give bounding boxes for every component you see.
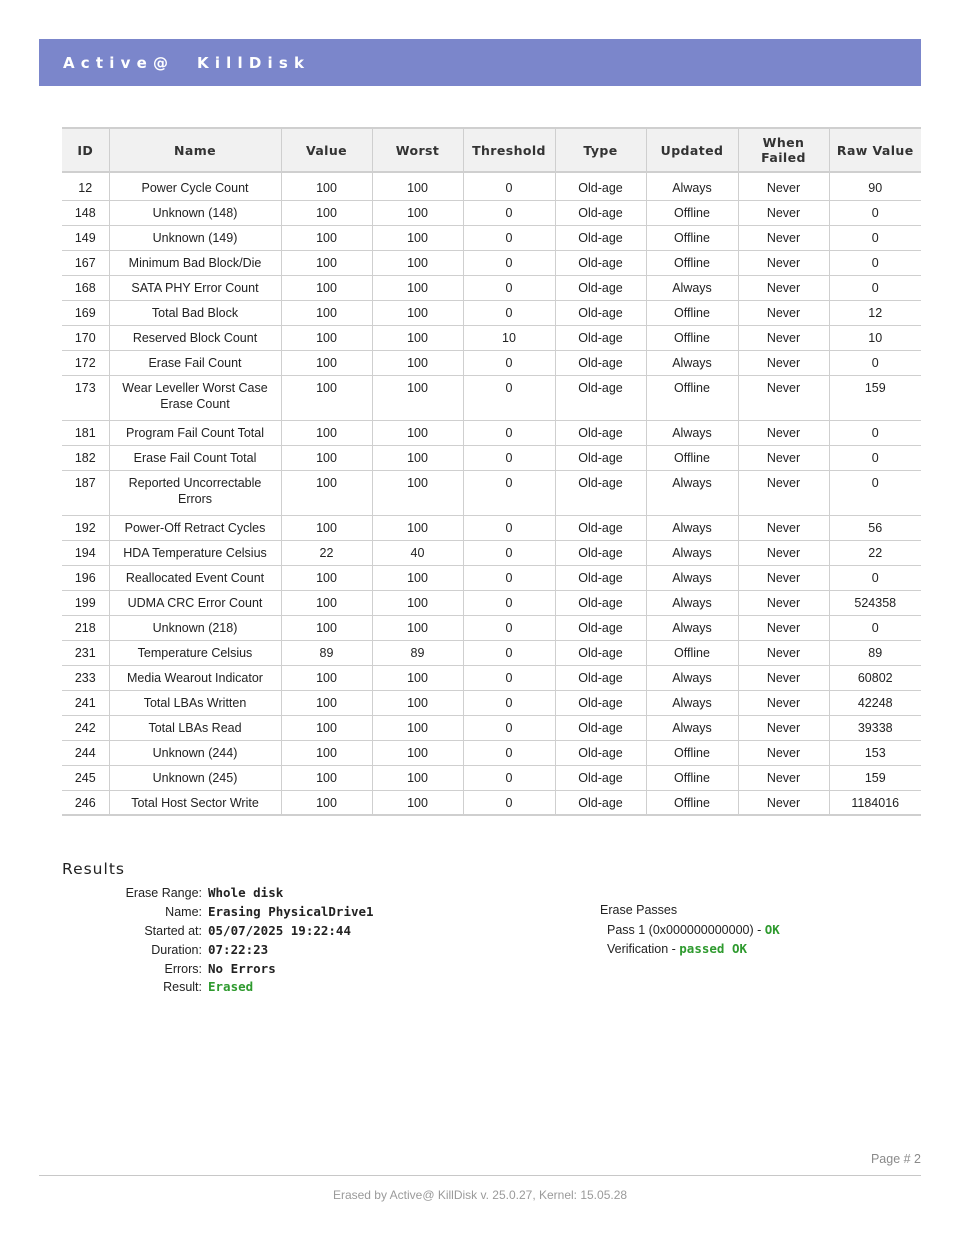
type-cell: Old-age — [555, 325, 646, 350]
type-cell: Old-age — [555, 540, 646, 565]
updated-cell: Offline — [646, 740, 738, 765]
value-cell: 100 — [281, 250, 372, 275]
name-cell: Power-Off Retract Cycles — [109, 515, 281, 540]
name-cell: Unknown (148) — [109, 200, 281, 225]
when-failed-cell: Never — [738, 350, 829, 375]
result-label: Duration: — [151, 943, 202, 957]
worst-cell: 100 — [372, 790, 463, 815]
id-cell: 170 — [62, 325, 109, 350]
name-cell: Erase Fail Count — [109, 350, 281, 375]
result-value: Erased — [208, 979, 254, 994]
updated-cell: Offline — [646, 640, 738, 665]
updated-cell: Always — [646, 590, 738, 615]
smart-attributes-table — [62, 127, 921, 816]
worst-cell: 100 — [372, 715, 463, 740]
type-cell: Old-age — [555, 250, 646, 275]
raw-value-cell: 39338 — [829, 715, 921, 740]
updated-cell: Always — [646, 515, 738, 540]
threshold-cell: 0 — [463, 375, 555, 420]
worst-cell: 100 — [372, 420, 463, 445]
value-cell: 100 — [281, 590, 372, 615]
threshold-cell: 0 — [463, 715, 555, 740]
type-cell: Old-age — [555, 515, 646, 540]
raw-value-cell: 60802 — [829, 665, 921, 690]
type-cell: Old-age — [555, 590, 646, 615]
when-failed-cell: Never — [738, 325, 829, 350]
id-cell: 181 — [62, 420, 109, 445]
updated-cell: Offline — [646, 790, 738, 815]
type-cell: Old-age — [555, 640, 646, 665]
worst-cell: 100 — [372, 172, 463, 200]
name-cell: HDA Temperature Celsius — [109, 540, 281, 565]
table-row — [62, 690, 921, 715]
id-cell: 173 — [62, 375, 109, 420]
type-cell: Old-age — [555, 275, 646, 300]
updated-cell: Offline — [646, 375, 738, 420]
type-cell: Old-age — [555, 665, 646, 690]
threshold-cell: 0 — [463, 640, 555, 665]
when-failed-cell: Never — [738, 640, 829, 665]
id-cell: 245 — [62, 765, 109, 790]
type-cell: Old-age — [555, 420, 646, 445]
type-cell: Old-age — [555, 565, 646, 590]
result-label: Errors: — [164, 962, 202, 976]
raw-value-cell: 12 — [829, 300, 921, 325]
raw-value-cell: 0 — [829, 350, 921, 375]
worst-cell: 100 — [372, 325, 463, 350]
when-failed-cell: Never — [738, 420, 829, 445]
worst-cell: 100 — [372, 615, 463, 640]
id-cell: 194 — [62, 540, 109, 565]
id-cell: 242 — [62, 715, 109, 740]
table-row — [62, 445, 921, 470]
threshold-cell: 0 — [463, 250, 555, 275]
raw-value-cell: 159 — [829, 765, 921, 790]
when-failed-cell: Never — [738, 515, 829, 540]
updated-cell: Offline — [646, 250, 738, 275]
result-value: Whole disk — [208, 885, 284, 900]
worst-cell: 100 — [372, 250, 463, 275]
name-cell: Program Fail Count Total — [109, 420, 281, 445]
table-row — [62, 420, 921, 445]
name-cell: Unknown (218) — [109, 615, 281, 640]
raw-value-cell: 0 — [829, 225, 921, 250]
column-header: Name — [109, 128, 281, 172]
type-cell: Old-age — [555, 445, 646, 470]
updated-cell: Always — [646, 540, 738, 565]
value-cell: 100 — [281, 420, 372, 445]
threshold-cell: 0 — [463, 790, 555, 815]
worst-cell: 100 — [372, 300, 463, 325]
worst-cell: 100 — [372, 590, 463, 615]
updated-cell: Offline — [646, 325, 738, 350]
value-cell: 100 — [281, 665, 372, 690]
worst-cell: 100 — [372, 690, 463, 715]
verification-text: Verification - — [607, 942, 676, 956]
worst-cell: 100 — [372, 765, 463, 790]
when-failed-cell: Never — [738, 375, 829, 420]
name-cell: Erase Fail Count Total — [109, 445, 281, 470]
threshold-cell: 0 — [463, 200, 555, 225]
table-row — [62, 790, 921, 815]
id-cell: 149 — [62, 225, 109, 250]
raw-value-cell: 0 — [829, 200, 921, 225]
raw-value-cell: 0 — [829, 445, 921, 470]
value-cell: 100 — [281, 790, 372, 815]
raw-value-cell: 0 — [829, 250, 921, 275]
threshold-cell: 0 — [463, 690, 555, 715]
id-cell: 182 — [62, 445, 109, 470]
raw-value-cell: 10 — [829, 325, 921, 350]
name-cell: Unknown (244) — [109, 740, 281, 765]
raw-value-cell: 159 — [829, 375, 921, 420]
column-header: Value — [281, 128, 372, 172]
updated-cell: Always — [646, 565, 738, 590]
pass-1-line — [607, 922, 780, 937]
table-row — [62, 615, 921, 640]
raw-value-cell: 89 — [829, 640, 921, 665]
threshold-cell: 0 — [463, 420, 555, 445]
type-cell: Old-age — [555, 350, 646, 375]
threshold-cell: 0 — [463, 350, 555, 375]
id-cell: 192 — [62, 515, 109, 540]
threshold-cell: 0 — [463, 615, 555, 640]
column-header: Raw Value — [829, 128, 921, 172]
type-cell: Old-age — [555, 375, 646, 420]
table-row — [62, 172, 921, 200]
table-row — [62, 325, 921, 350]
name-cell: Media Wearout Indicator — [109, 665, 281, 690]
type-cell: Old-age — [555, 765, 646, 790]
raw-value-cell: 42248 — [829, 690, 921, 715]
value-cell: 100 — [281, 470, 372, 515]
footer-text: Erased by Active@ KillDisk v. 25.0.27, Kernel: 15.05.28 — [332, 1188, 628, 1202]
updated-cell: Always — [646, 420, 738, 445]
table-row — [62, 470, 921, 515]
when-failed-cell: Never — [738, 225, 829, 250]
value-cell: 100 — [281, 445, 372, 470]
raw-value-cell: 90 — [829, 172, 921, 200]
result-label: Started at: — [144, 924, 202, 938]
pass-1-status: OK — [764, 922, 780, 937]
when-failed-cell: Never — [738, 445, 829, 470]
updated-cell: Always — [646, 615, 738, 640]
name-cell: Reported Uncorrectable Errors — [109, 470, 281, 515]
type-cell: Old-age — [555, 200, 646, 225]
id-cell: 169 — [62, 300, 109, 325]
raw-value-cell: 0 — [829, 470, 921, 515]
when-failed-cell: Never — [738, 740, 829, 765]
threshold-cell: 0 — [463, 515, 555, 540]
table-row — [62, 300, 921, 325]
value-cell: 100 — [281, 172, 372, 200]
result-row — [0, 884, 960, 902]
threshold-cell: 0 — [463, 665, 555, 690]
value-cell: 100 — [281, 515, 372, 540]
when-failed-cell: Never — [738, 470, 829, 515]
result-label: Name: — [165, 905, 202, 919]
threshold-cell: 0 — [463, 565, 555, 590]
type-cell: Old-age — [555, 225, 646, 250]
worst-cell: 100 — [372, 665, 463, 690]
when-failed-cell: Never — [738, 540, 829, 565]
table-row — [62, 665, 921, 690]
threshold-cell: 0 — [463, 445, 555, 470]
header-banner — [39, 39, 921, 86]
table-row — [62, 375, 921, 420]
id-cell: 218 — [62, 615, 109, 640]
threshold-cell: 0 — [463, 590, 555, 615]
raw-value-cell: 0 — [829, 615, 921, 640]
column-header: Threshold — [463, 128, 555, 172]
id-cell: 199 — [62, 590, 109, 615]
table-row — [62, 640, 921, 665]
type-cell: Old-age — [555, 715, 646, 740]
result-label: Erase Range: — [125, 886, 202, 900]
type-cell: Old-age — [555, 172, 646, 200]
result-row — [0, 922, 960, 940]
updated-cell: Always — [646, 172, 738, 200]
table-row — [62, 225, 921, 250]
when-failed-cell: Never — [738, 172, 829, 200]
column-header: ID — [62, 128, 109, 172]
when-failed-cell: Never — [738, 565, 829, 590]
value-cell: 100 — [281, 350, 372, 375]
name-cell: SATA PHY Error Count — [109, 275, 281, 300]
worst-cell: 100 — [372, 565, 463, 590]
table-row — [62, 540, 921, 565]
table-row — [62, 765, 921, 790]
worst-cell: 100 — [372, 515, 463, 540]
raw-value-cell: 153 — [829, 740, 921, 765]
type-cell: Old-age — [555, 690, 646, 715]
threshold-cell: 0 — [463, 225, 555, 250]
result-row — [0, 960, 960, 978]
column-header: Type — [555, 128, 646, 172]
id-cell: 231 — [62, 640, 109, 665]
worst-cell: 100 — [372, 740, 463, 765]
worst-cell: 100 — [372, 470, 463, 515]
name-cell: Unknown (149) — [109, 225, 281, 250]
column-header: Worst — [372, 128, 463, 172]
when-failed-cell: Never — [738, 300, 829, 325]
footer-divider — [39, 1175, 921, 1176]
value-cell: 22 — [281, 540, 372, 565]
results-heading: Results — [62, 860, 125, 878]
worst-cell: 100 — [372, 225, 463, 250]
when-failed-cell: Never — [738, 715, 829, 740]
result-label: Result: — [163, 980, 202, 994]
table-row — [62, 565, 921, 590]
id-cell: 233 — [62, 665, 109, 690]
name-cell: Reallocated Event Count — [109, 565, 281, 590]
name-cell: Total LBAs Read — [109, 715, 281, 740]
table-row — [62, 275, 921, 300]
id-cell: 172 — [62, 350, 109, 375]
type-cell: Old-age — [555, 300, 646, 325]
name-cell: Unknown (245) — [109, 765, 281, 790]
table-row — [62, 715, 921, 740]
table-header-row — [62, 128, 921, 172]
app-title: Active@ KillDisk — [63, 54, 311, 72]
type-cell: Old-age — [555, 740, 646, 765]
value-cell: 89 — [281, 640, 372, 665]
when-failed-cell: Never — [738, 790, 829, 815]
id-cell: 148 — [62, 200, 109, 225]
id-cell: 168 — [62, 275, 109, 300]
worst-cell: 40 — [372, 540, 463, 565]
when-failed-cell: Never — [738, 665, 829, 690]
name-cell: Total LBAs Written — [109, 690, 281, 715]
table-row — [62, 740, 921, 765]
raw-value-cell: 22 — [829, 540, 921, 565]
threshold-cell: 0 — [463, 765, 555, 790]
updated-cell: Always — [646, 665, 738, 690]
table-row — [62, 515, 921, 540]
threshold-cell: 0 — [463, 300, 555, 325]
worst-cell: 100 — [372, 275, 463, 300]
type-cell: Old-age — [555, 470, 646, 515]
when-failed-cell: Never — [738, 615, 829, 640]
name-cell: UDMA CRC Error Count — [109, 590, 281, 615]
name-cell: Temperature Celsius — [109, 640, 281, 665]
result-row — [0, 978, 960, 996]
page-number: Page # 2 — [870, 1152, 921, 1166]
verification-status: passed OK — [679, 941, 747, 956]
threshold-cell: 0 — [463, 172, 555, 200]
verification-line — [607, 941, 747, 956]
id-cell: 241 — [62, 690, 109, 715]
value-cell: 100 — [281, 375, 372, 420]
worst-cell: 100 — [372, 375, 463, 420]
table-row — [62, 200, 921, 225]
value-cell: 100 — [281, 275, 372, 300]
value-cell: 100 — [281, 615, 372, 640]
when-failed-cell: Never — [738, 590, 829, 615]
threshold-cell: 0 — [463, 275, 555, 300]
type-cell: Old-age — [555, 790, 646, 815]
worst-cell: 89 — [372, 640, 463, 665]
updated-cell: Always — [646, 690, 738, 715]
value-cell: 100 — [281, 690, 372, 715]
result-value: 07:22:23 — [208, 942, 269, 957]
name-cell: Total Bad Block — [109, 300, 281, 325]
erase-passes-heading: Erase Passes — [600, 903, 678, 917]
when-failed-cell: Never — [738, 275, 829, 300]
id-cell: 246 — [62, 790, 109, 815]
pass-1-text: Pass 1 (0x000000000000) - — [607, 923, 762, 937]
name-cell: Wear Leveller Worst Case Erase Count — [109, 375, 281, 420]
raw-value-cell: 0 — [829, 275, 921, 300]
name-cell: Total Host Sector Write — [109, 790, 281, 815]
value-cell: 100 — [281, 200, 372, 225]
updated-cell: Always — [646, 470, 738, 515]
value-cell: 100 — [281, 325, 372, 350]
worst-cell: 100 — [372, 350, 463, 375]
result-row — [0, 941, 960, 959]
id-cell: 167 — [62, 250, 109, 275]
updated-cell: Offline — [646, 445, 738, 470]
raw-value-cell: 524358 — [829, 590, 921, 615]
updated-cell: Offline — [646, 300, 738, 325]
id-cell: 187 — [62, 470, 109, 515]
result-value: No Errors — [208, 961, 276, 976]
worst-cell: 100 — [372, 200, 463, 225]
raw-value-cell: 0 — [829, 565, 921, 590]
updated-cell: Always — [646, 350, 738, 375]
name-cell: Power Cycle Count — [109, 172, 281, 200]
updated-cell: Always — [646, 275, 738, 300]
value-cell: 100 — [281, 765, 372, 790]
id-cell: 244 — [62, 740, 109, 765]
result-row — [0, 903, 960, 921]
value-cell: 100 — [281, 225, 372, 250]
raw-value-cell: 56 — [829, 515, 921, 540]
table-row — [62, 590, 921, 615]
when-failed-cell: Never — [738, 690, 829, 715]
raw-value-cell: 1184016 — [829, 790, 921, 815]
value-cell: 100 — [281, 715, 372, 740]
result-value: 05/07/2025 19:22:44 — [208, 923, 351, 938]
raw-value-cell: 0 — [829, 420, 921, 445]
updated-cell: Offline — [646, 765, 738, 790]
type-cell: Old-age — [555, 615, 646, 640]
worst-cell: 100 — [372, 445, 463, 470]
when-failed-cell: Never — [738, 765, 829, 790]
table-row — [62, 250, 921, 275]
name-cell: Reserved Block Count — [109, 325, 281, 350]
threshold-cell: 10 — [463, 325, 555, 350]
threshold-cell: 0 — [463, 740, 555, 765]
when-failed-cell: Never — [738, 200, 829, 225]
value-cell: 100 — [281, 565, 372, 590]
updated-cell: Offline — [646, 225, 738, 250]
name-cell: Minimum Bad Block/Die — [109, 250, 281, 275]
value-cell: 100 — [281, 300, 372, 325]
updated-cell: Always — [646, 715, 738, 740]
when-failed-cell: Never — [738, 250, 829, 275]
threshold-cell: 0 — [463, 470, 555, 515]
value-cell: 100 — [281, 740, 372, 765]
id-cell: 12 — [62, 172, 109, 200]
result-value: Erasing PhysicalDrive1 — [208, 904, 374, 919]
column-header: When Failed — [738, 128, 829, 172]
id-cell: 196 — [62, 565, 109, 590]
table-row — [62, 350, 921, 375]
column-header: Updated — [646, 128, 738, 172]
updated-cell: Offline — [646, 200, 738, 225]
threshold-cell: 0 — [463, 540, 555, 565]
